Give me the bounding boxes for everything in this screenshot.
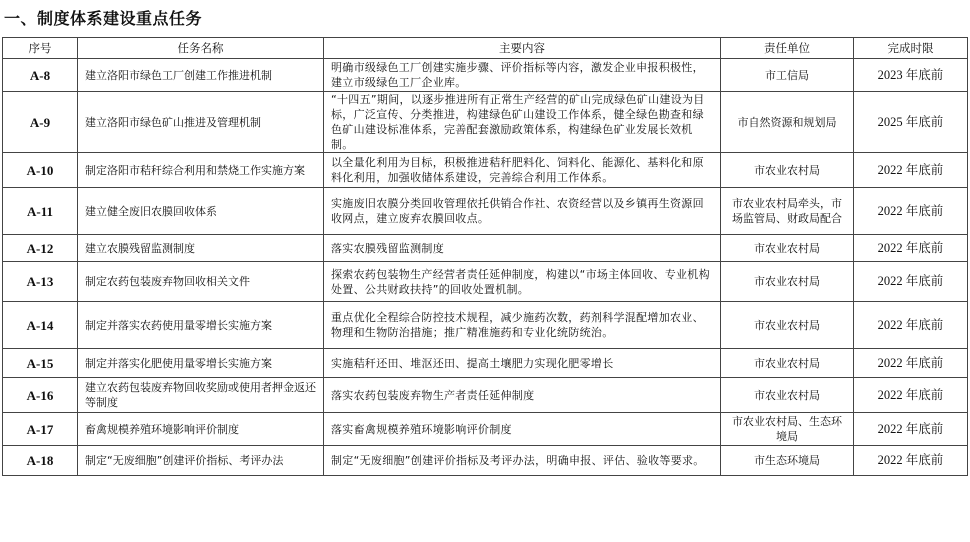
cell-id: A-12 (3, 235, 78, 262)
table-row (3, 446, 968, 476)
cell-content: 制定“无废细胞”创建评价指标及考评办法，明确申报、评估、验收等要求。 (324, 446, 721, 476)
cell-deadline: 2022 年底前 (854, 188, 968, 235)
header-deadline: 完成时限 (854, 38, 968, 59)
cell-task-name: 制定并落实农药使用量零增长实施方案 (78, 302, 324, 349)
cell-unit: 市农业农村局 (721, 153, 854, 188)
cell-id: A-11 (3, 188, 78, 235)
cell-deadline: 2022 年底前 (854, 378, 968, 413)
cell-content: 实施秸秆还田、堆沤还田、提高土壤肥力实现化肥零增长 (324, 349, 721, 378)
cell-deadline: 2022 年底前 (854, 235, 968, 262)
cell-id: A-10 (3, 153, 78, 188)
table-row (3, 153, 968, 188)
cell-content: 实施废旧农膜分类回收管理依托供销合作社、农资经营以及乡镇再生资源回收网点，建立废弃农膜回收点。 (324, 188, 721, 235)
section-title: 一、制度体系建设重点任务 (4, 9, 203, 28)
header-name: 任务名称 (78, 38, 324, 59)
cell-content: 重点优化全程综合防控技术规程，减少施药次数，药剂科学混配增加农业、物理和生物防治措施；推广精准施药和专业化统防统治。 (324, 302, 721, 349)
cell-task-name: 建立洛阳市绿色矿山推进及管理机制 (78, 92, 324, 153)
cell-content: 落实农膜残留监测制度 (324, 235, 721, 262)
cell-deadline: 2025 年底前 (854, 92, 968, 153)
table-row (3, 413, 968, 446)
table-row (3, 349, 968, 378)
cell-id: A-17 (3, 413, 78, 446)
cell-task-name: 制定“无废细胞”创建评价指标、考评办法 (78, 446, 324, 476)
table-row (3, 188, 968, 235)
cell-deadline: 2022 年底前 (854, 413, 968, 446)
cell-id: A-14 (3, 302, 78, 349)
table-row (3, 235, 968, 262)
cell-unit: 市农业农村局 (721, 378, 854, 413)
cell-unit: 市自然资源和规划局 (721, 92, 854, 153)
cell-deadline: 2022 年底前 (854, 153, 968, 188)
cell-content: 以全量化利用为目标，积极推进秸秆肥料化、饲料化、能源化、基料化和原料化利用，加强收储体系建设，完善综合利用工作体系。 (324, 153, 721, 188)
cell-deadline: 2023 年底前 (854, 59, 968, 92)
cell-task-name: 建立洛阳市绿色工厂创建工作推进机制 (78, 59, 324, 92)
table-row (3, 262, 968, 302)
cell-unit: 市农业农村局 (721, 302, 854, 349)
cell-task-name: 畜禽规模养殖环境影响评价制度 (78, 413, 324, 446)
cell-unit: 市工信局 (721, 59, 854, 92)
header-content: 主要内容 (324, 38, 721, 59)
cell-task-name: 制定洛阳市秸秆综合利用和禁烧工作实施方案 (78, 153, 324, 188)
cell-deadline: 2022 年底前 (854, 446, 968, 476)
header-unit: 责任单位 (721, 38, 854, 59)
table-row (3, 302, 968, 349)
cell-content: “十四五”期间，以逐步推进所有正常生产经营的矿山完成绿色矿山建设为目标，广泛宣传、分类推进，构建绿色矿山建设工作体系，健全绿色勘查和绿色矿山建设标准体系，完善配套激励政策体系，构建绿色矿业发展长效机制。 (324, 92, 721, 153)
cell-id: A-15 (3, 349, 78, 378)
cell-unit: 市农业农村局、生态环境局 (721, 413, 854, 446)
cell-content: 探索农药包装物生产经营者责任延伸制度，构建以“市场主体回收、专业机构处置、公共财政扶持”的回收处置机制。 (324, 262, 721, 302)
cell-unit: 市农业农村局 (721, 349, 854, 378)
cell-deadline: 2022 年底前 (854, 349, 968, 378)
cell-id: A-13 (3, 262, 78, 302)
cell-task-name: 建立健全废旧农膜回收体系 (78, 188, 324, 235)
cell-content: 落实畜禽规模养殖环境影响评价制度 (324, 413, 721, 446)
cell-unit: 市农业农村局 (721, 262, 854, 302)
cell-deadline: 2022 年底前 (854, 262, 968, 302)
table-row (3, 59, 968, 92)
tasks-table (2, 37, 968, 476)
cell-id: A-9 (3, 92, 78, 153)
cell-deadline: 2022 年底前 (854, 302, 968, 349)
table-header-row (3, 38, 968, 59)
cell-unit: 市农业农村局牵头，市场监管局、财政局配合 (721, 188, 854, 235)
cell-id: A-16 (3, 378, 78, 413)
table-row (3, 378, 968, 413)
cell-content: 落实农药包装废弃物生产者责任延伸制度 (324, 378, 721, 413)
header-id: 序号 (3, 38, 78, 59)
cell-task-name: 建立农膜残留监测制度 (78, 235, 324, 262)
table-row (3, 92, 968, 153)
cell-task-name: 制定农药包装废弃物回收相关文件 (78, 262, 324, 302)
cell-id: A-8 (3, 59, 78, 92)
cell-id: A-18 (3, 446, 78, 476)
cell-unit: 市农业农村局 (721, 235, 854, 262)
cell-task-name: 制定并落实化肥使用量零增长实施方案 (78, 349, 324, 378)
cell-unit: 市生态环境局 (721, 446, 854, 476)
cell-content: 明确市级绿色工厂创建实施步骤、评价指标等内容，激发企业申报积极性，建立市级绿色工厂企业库。 (324, 59, 721, 92)
cell-task-name: 建立农药包装废弃物回收奖励或使用者押金返还等制度 (78, 378, 324, 413)
